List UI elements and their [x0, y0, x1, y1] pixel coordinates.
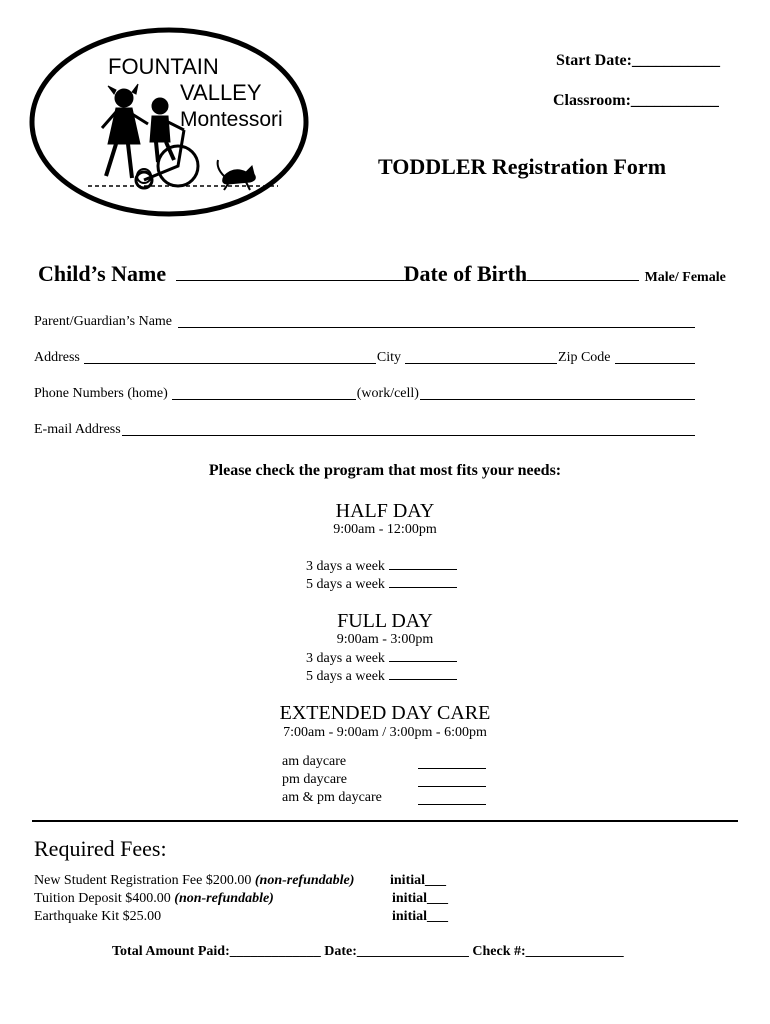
phone-work-label: (work/cell) — [356, 386, 419, 401]
email-row — [34, 422, 696, 438]
program-prompt: Please check the program that most fits your needs: — [208, 462, 562, 479]
logo-line-montessori: Montessori — [180, 108, 283, 131]
option-blank[interactable] — [389, 558, 457, 570]
dob-blank[interactable] — [527, 259, 639, 281]
email-label: E-mail Address — [34, 422, 121, 437]
fee-note: (non-refundable) — [174, 891, 274, 906]
option-label: 5 days a week — [306, 669, 385, 684]
city-label: City — [376, 350, 402, 365]
logo-line-valley: VALLEY — [180, 80, 262, 105]
half-day-option-5[interactable] — [306, 576, 457, 593]
option-blank[interactable] — [389, 650, 457, 662]
fee-tuition-deposit — [34, 891, 274, 907]
zip-label: Zip Code — [558, 350, 611, 365]
phone-home-label: Phone Numbers (home) — [34, 386, 168, 401]
fee-text: New Student Registration Fee $200.00 — [34, 873, 252, 888]
address-blank[interactable] — [84, 352, 376, 364]
classroom-field[interactable]: Classroom:___________ — [553, 92, 719, 109]
am-daycare-blank[interactable] — [418, 768, 486, 769]
initial-registration[interactable]: initial___ — [390, 873, 447, 888]
full-day-title: FULL DAY — [337, 610, 433, 632]
city-blank[interactable] — [405, 352, 557, 364]
phone-work-blank[interactable] — [420, 388, 695, 400]
full-day-option-5[interactable] — [306, 668, 457, 685]
child-info-row — [38, 259, 738, 287]
half-day-hours: 9:00am - 12:00pm — [333, 522, 437, 537]
full-day-hours: 9:00am - 3:00pm — [336, 632, 434, 647]
am-daycare-label: am daycare — [282, 754, 347, 769]
fee-earthquake-kit — [34, 909, 161, 925]
required-fees-title: Required Fees: — [34, 836, 167, 861]
extended-care-title: EXTENDED DAY CARE — [279, 702, 491, 724]
child-name-label: Child’s Name — [38, 261, 167, 286]
logo-line-fountain: FOUNTAIN — [108, 54, 219, 79]
option-label: 5 days a week — [306, 577, 385, 592]
full-day-option-3[interactable] — [306, 650, 457, 667]
fee-text: Tuition Deposit $400.00 — [34, 891, 171, 906]
gender-label: Male/ Female — [644, 270, 726, 285]
parent-name-label: Parent/Guardian’s Name — [34, 314, 173, 329]
zip-blank[interactable] — [615, 352, 695, 364]
totals-row[interactable]: Total Amount Paid:_____________ Date:________________ Check #:______________ — [112, 944, 624, 959]
initial-earthquake[interactable]: initial___ — [392, 909, 449, 924]
school-logo — [28, 26, 310, 218]
dob-label: Date of Birth — [403, 261, 528, 286]
section-divider — [32, 820, 738, 822]
option-label: 3 days a week — [306, 651, 385, 666]
option-label: 3 days a week — [306, 559, 385, 574]
extended-care-hours: 7:00am - 9:00am / 3:00pm - 6:00pm — [283, 725, 487, 740]
pm-daycare-label: pm daycare — [282, 772, 347, 787]
half-day-option-3[interactable] — [306, 558, 457, 575]
child-name-blank[interactable] — [176, 259, 404, 281]
email-blank[interactable] — [122, 424, 695, 436]
fee-note: (non-refundable) — [254, 873, 355, 888]
phone-row — [34, 386, 696, 402]
form-title: TODDLER Registration Form — [378, 154, 667, 179]
fee-registration — [34, 873, 354, 889]
option-blank[interactable] — [389, 576, 457, 588]
parent-name-row — [34, 314, 696, 330]
half-day-title: HALF DAY — [335, 500, 435, 522]
pm-daycare-blank[interactable] — [418, 786, 486, 787]
fee-text: Earthquake Kit $25.00 — [34, 909, 162, 924]
option-blank[interactable] — [389, 668, 457, 680]
address-label: Address — [34, 350, 80, 365]
phone-home-blank[interactable] — [172, 388, 356, 400]
am-pm-daycare-label: am & pm daycare — [282, 790, 382, 805]
am-pm-daycare-blank[interactable] — [418, 804, 486, 805]
address-row — [34, 350, 696, 366]
start-date-field[interactable]: Start Date:___________ — [556, 52, 720, 69]
parent-name-blank[interactable] — [178, 316, 695, 328]
initial-tuition[interactable]: initial___ — [392, 891, 449, 906]
